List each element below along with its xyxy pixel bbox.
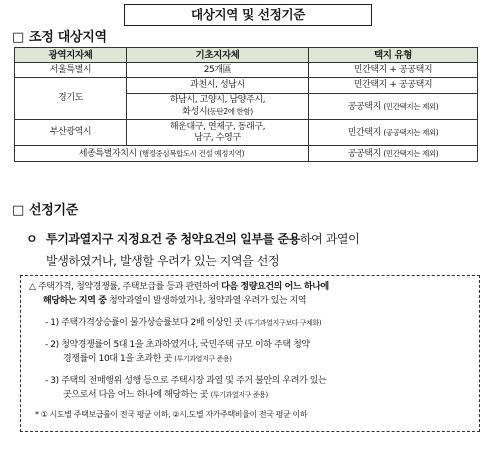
section-heading-text: 조정 대상지역	[28, 30, 107, 45]
item-text: 주택의 전매행위 성행 등으로 주택시장 과열 및 주거 불안의 우려가 있는	[61, 376, 327, 386]
item-note: (투기과열지구보다 구체화)	[244, 319, 322, 327]
item-number: - 2)	[45, 340, 59, 350]
province-text: 세종특별자치시	[78, 148, 137, 159]
section-square-icon: □	[12, 30, 24, 45]
item-text: 경쟁률이 10대 1을 초과한 곳	[63, 354, 172, 364]
land-type-text: 민간택지	[347, 127, 381, 138]
land-type-cell: 민간택지 + 공공택지	[309, 78, 478, 94]
district-cell	[127, 94, 309, 120]
item-text: 곳으로서 다음 어느 하나에 해당하는 곳	[63, 390, 209, 400]
criteria-intro	[29, 280, 471, 294]
district-line: 남구, 수영구	[194, 132, 241, 143]
table-row	[15, 120, 478, 146]
lead-text: 하여 과열이	[299, 232, 360, 246]
criteria-box	[20, 275, 480, 432]
land-type-note: (민간택지는 제외)	[383, 101, 439, 111]
header-district: 기초지자체	[127, 48, 309, 63]
item-text: 청약경쟁률이 5대 1을 초과하였거나, 국민주택 규모 이하 주택 청약	[61, 340, 310, 350]
section-heading-text: 선정기준	[28, 203, 79, 218]
criteria-item-3	[29, 374, 471, 402]
land-type-note: (민간택지는 제외)	[383, 148, 439, 158]
province-cell: 경기도	[15, 78, 127, 120]
land-type-cell: 민간택지 + 공공택지	[309, 63, 478, 78]
lead-text-line2: 발생하였거나, 발생할 우려가 있는 지역을 선정	[46, 254, 280, 268]
district-line: 하남시, 고양시, 남양주시,	[169, 95, 266, 105]
province-note: (행정중심복합도시 건설 예정지역)	[139, 148, 245, 158]
district-line: 화성시	[182, 107, 208, 117]
table-header-row	[15, 48, 478, 63]
item-number: - 1)	[45, 318, 59, 328]
criteria-intro-line2	[29, 294, 471, 308]
page-title: 대상지역 및 선정기준	[124, 4, 372, 26]
intro-text: 주택가격, 청약경쟁률, 주택보급률 등과 관련하여	[38, 282, 222, 292]
land-type-text: 공공택지	[347, 148, 381, 159]
item-note: (투기과열지구 준용)	[174, 355, 232, 363]
province-cell: 부산광역시	[15, 120, 127, 146]
land-type-cell	[309, 146, 478, 162]
section-square-icon: □	[12, 203, 24, 218]
item-text-line2	[45, 352, 471, 366]
lead-bold-text: 투기과열지구 지정요건 중 청약요건의 일부를 준용	[46, 232, 300, 246]
section-heading-target-regions	[12, 26, 107, 45]
land-type-cell	[309, 120, 478, 146]
intro-text: 청약과열이 발생하였거나, 청약과열 우려가 있는 지역	[106, 296, 307, 306]
land-type-text: 공공택지	[347, 101, 381, 112]
intro-bold-text: 해당하는 지역 중	[43, 296, 107, 306]
district-line: 해운대구, 연제구, 동래구,	[169, 121, 266, 132]
item-text: 주택가격상승률이 물가상승률보다 2배 이상인 곳	[61, 318, 243, 328]
item-text-line2	[45, 388, 471, 402]
header-province: 광역지자체	[15, 48, 127, 63]
item-number: - 3)	[45, 376, 59, 386]
criteria-lead-paragraph	[26, 228, 482, 272]
district-cell: 25개區	[127, 63, 309, 78]
table-row	[15, 63, 478, 78]
table-row	[15, 78, 478, 94]
item-note: (투기과열지구 준용)	[210, 391, 268, 399]
district-cell: 과천시, 성남시	[127, 78, 309, 94]
land-type-note: (공공택지는 제외)	[383, 127, 439, 137]
province-cell	[15, 146, 309, 162]
table-row	[15, 146, 478, 162]
criteria-item-2	[29, 338, 471, 366]
bullet-icon: ㅇ	[26, 232, 38, 246]
region-table	[14, 47, 478, 162]
land-type-cell	[309, 94, 478, 120]
criteria-footnote: * ① 시도별 주택보급률이 전국 평균 이하, ②시.도별 자가주택비율이 전국 평균 이하	[35, 410, 308, 419]
district-cell	[127, 120, 309, 146]
header-land-type: 택지 유형	[309, 48, 478, 63]
district-note: (동탄2에 한함)	[207, 107, 253, 116]
criteria-item-1	[29, 316, 471, 330]
section-heading-criteria	[12, 199, 78, 218]
province-cell: 서울특별시	[15, 63, 127, 78]
triangle-icon: △	[29, 282, 36, 292]
intro-bold-text: 다음 정량요건의 어느 하나에	[221, 282, 329, 292]
